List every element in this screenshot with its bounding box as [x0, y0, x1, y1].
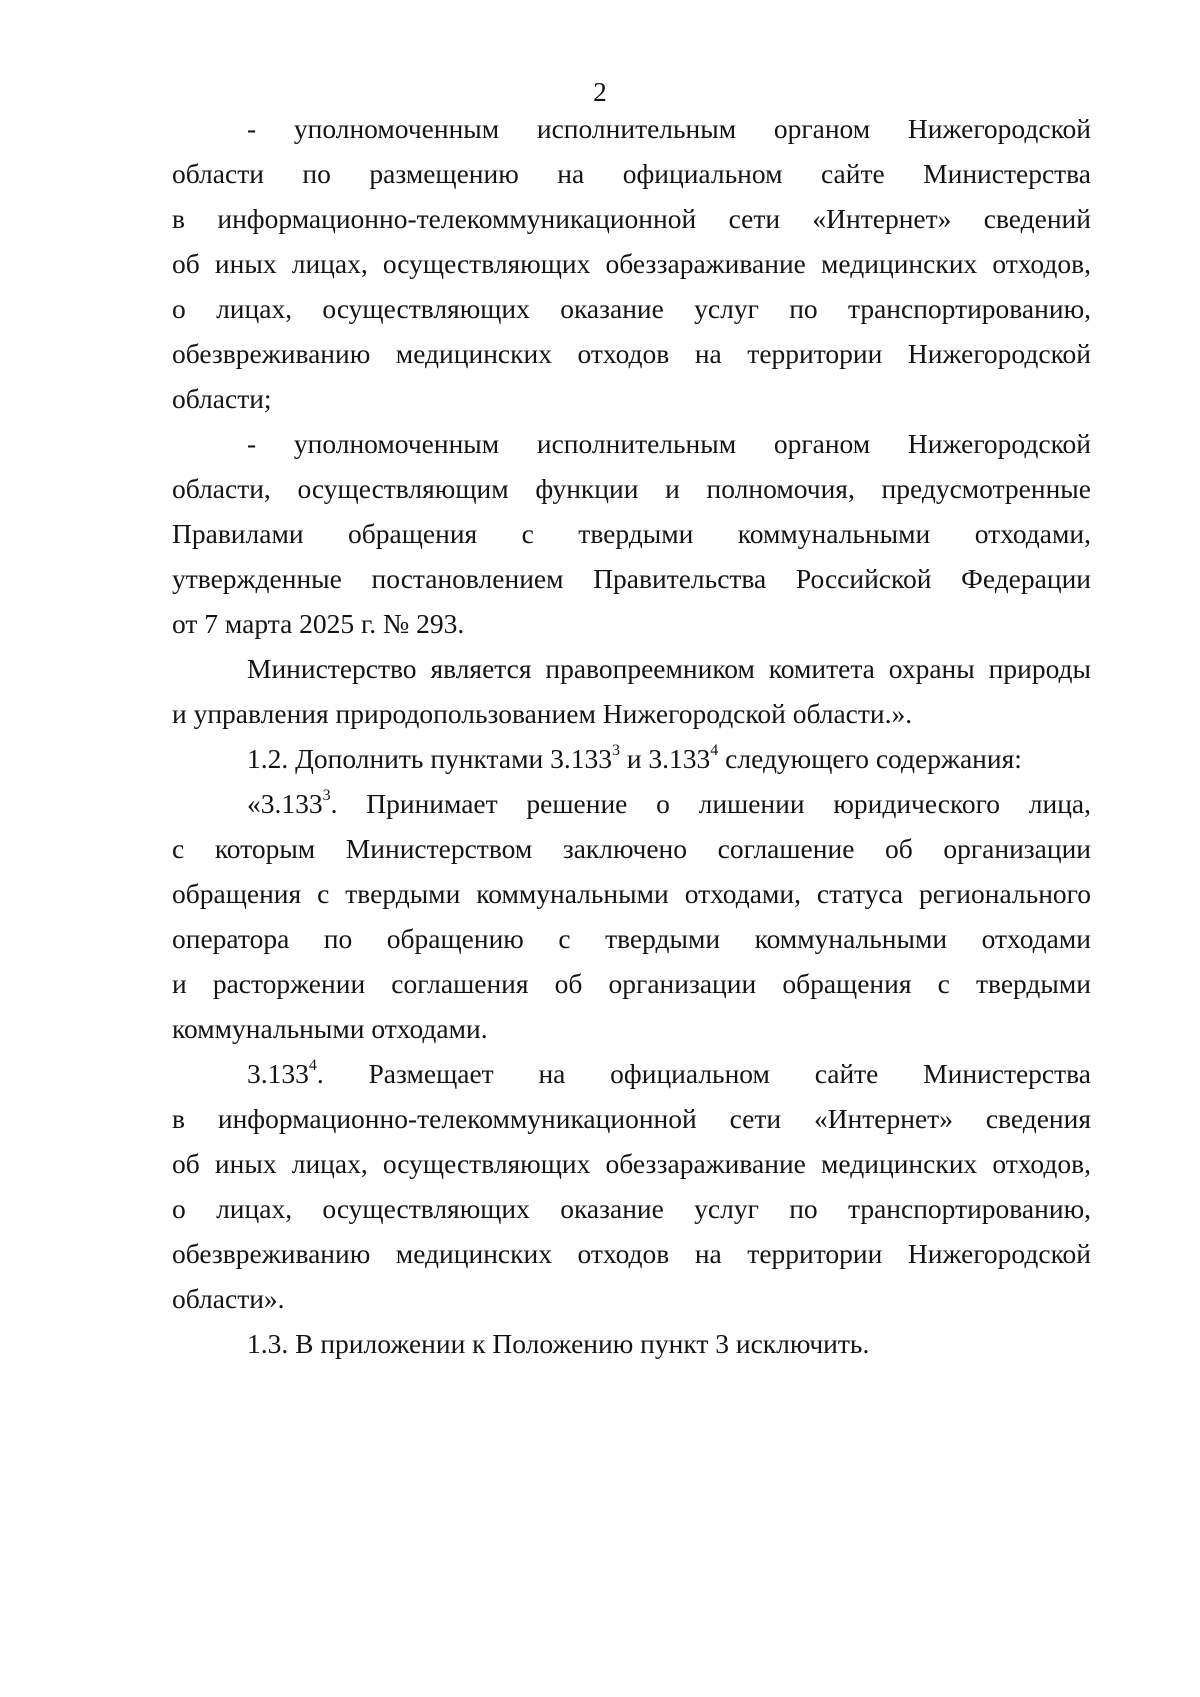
text-line: [172, 291, 1091, 327]
superscript: 4: [710, 741, 719, 759]
text-segment: от 7 марта 2025 г. № 293.: [172, 608, 465, 639]
text-line: [172, 1191, 1091, 1227]
text-line: [172, 1146, 1091, 1182]
text-line: [172, 156, 1091, 192]
text-segment: о лицах, осуществляющих оказание услуг по транспортированию,: [172, 1193, 1091, 1224]
text-segment: и 3.133: [619, 743, 711, 774]
text-line: [247, 786, 1091, 822]
text-segment: области;: [172, 383, 272, 414]
text-segment: коммунальными отходами.: [172, 1013, 488, 1044]
text-segment: следующего содержания:: [718, 743, 1022, 774]
text-line: [172, 561, 1091, 597]
text-line: [247, 1326, 1091, 1362]
text-line: [172, 1281, 1091, 1317]
text-segment: Министерство является правопреемником комитета охраны природы: [247, 653, 1091, 684]
text-segment: об иных лицах, осуществляющих обеззараживание медицинских отходов,: [172, 248, 1091, 279]
text-line: [172, 336, 1091, 372]
text-line: [172, 696, 1091, 732]
text-segment: - уполномоченным исполнительным органом Нижегородской: [247, 113, 1091, 144]
text-segment: и управления природопользованием Нижегородской области.».: [172, 698, 913, 729]
text-segment: о лицах, осуществляющих оказание услуг по транспортированию,: [172, 293, 1091, 324]
text-segment: и расторжении соглашения об организации обращения с твердыми: [172, 968, 1091, 999]
text-line: [247, 741, 1091, 777]
text-segment: обращения с твердыми коммунальными отходами, статуса регионального: [172, 878, 1091, 909]
text-line: [172, 471, 1091, 507]
text-segment: с которым Министерством заключено соглашение об организации: [172, 833, 1091, 864]
text-line: [172, 201, 1091, 237]
text-line: [172, 966, 1091, 1002]
text-line: [172, 1236, 1091, 1272]
text-segment: - уполномоченным исполнительным органом Нижегородской: [247, 428, 1091, 459]
text-segment: области, осуществляющим функции и полномочия, предусмотренные: [172, 473, 1091, 504]
text-line: [172, 381, 1091, 417]
text-segment: 1.2. Дополнить пунктами 3.133: [247, 743, 612, 774]
text-line: [247, 651, 1091, 687]
text-segment: утвержденные постановлением Правительства Российской Федерации: [172, 563, 1091, 594]
text-line: [247, 111, 1091, 147]
text-line: [172, 921, 1091, 957]
text-segment: в информационно-телекоммуникационной сети «Интернет» сведения: [172, 1103, 1091, 1134]
superscript: 3: [322, 786, 331, 804]
text-segment: Правилами обращения с твердыми коммунальными отходами,: [172, 518, 1091, 549]
text-segment: . Размещает на официальном сайте Министерства: [316, 1058, 1091, 1089]
text-line: [247, 426, 1091, 462]
text-line: [172, 831, 1091, 867]
text-segment: 1.3. В приложении к Положению пункт 3 исключить.: [247, 1328, 870, 1359]
page-number: 2: [593, 77, 607, 107]
text-line: [172, 246, 1091, 282]
text-segment: . Принимает решение о лишении юридического лица,: [330, 788, 1091, 819]
text-segment: «3.133: [247, 788, 323, 819]
text-segment: обезвреживанию медицинских отходов на территории Нижегородской: [172, 1238, 1091, 1269]
text-line: [172, 876, 1091, 912]
text-segment: области».: [172, 1283, 285, 1314]
superscript: 3: [611, 741, 620, 759]
text-segment: в информационно-телекоммуникационной сети «Интернет» сведений: [172, 203, 1091, 234]
text-line: [247, 1056, 1091, 1092]
text-line: [172, 606, 1091, 642]
text-segment: обезвреживанию медицинских отходов на территории Нижегородской: [172, 338, 1091, 369]
text-segment: оператора по обращению с твердыми коммунальными отходами: [172, 923, 1091, 954]
text-line: [172, 516, 1091, 552]
text-line: [172, 1011, 1091, 1047]
text-segment: 3.133: [247, 1058, 309, 1089]
superscript: 4: [308, 1056, 317, 1074]
text-segment: области по размещению на официальном сайте Министерства: [172, 158, 1091, 189]
text-segment: об иных лицах, осуществляющих обеззараживание медицинских отходов,: [172, 1148, 1091, 1179]
text-line: [172, 1101, 1091, 1137]
